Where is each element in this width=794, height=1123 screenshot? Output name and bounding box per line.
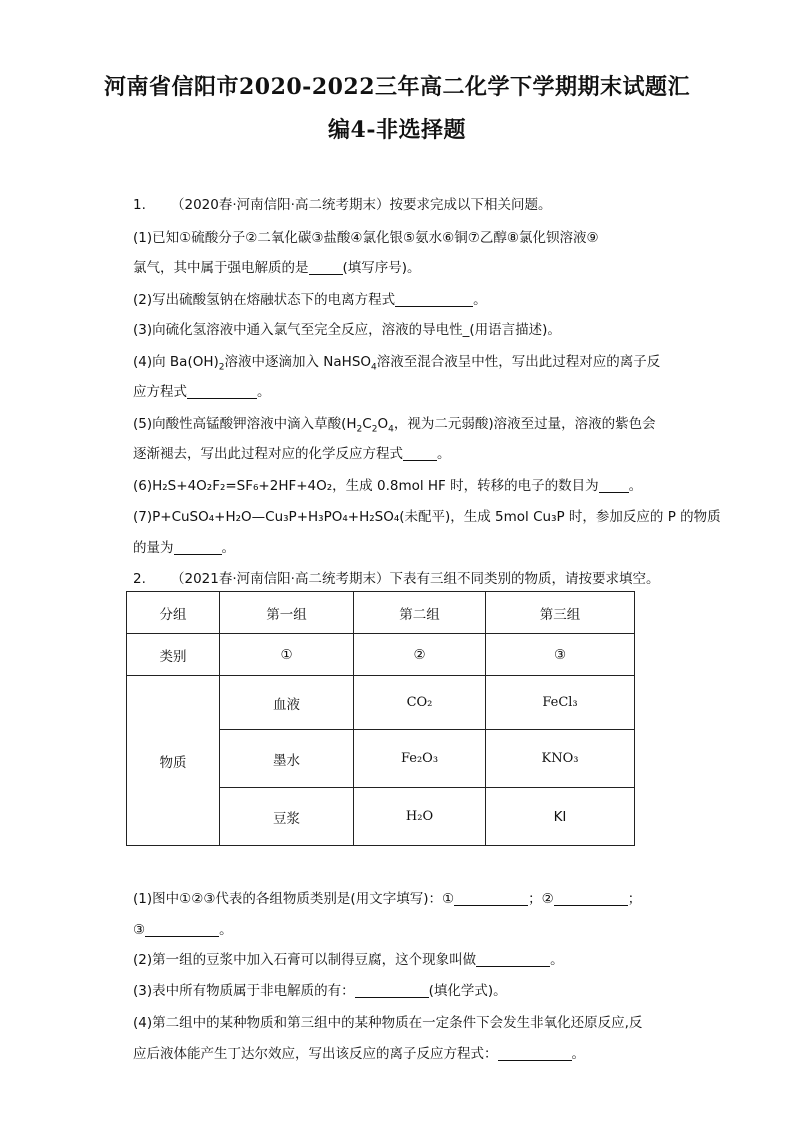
subscript: 2: [356, 424, 363, 435]
question-2-heading: [133, 567, 663, 587]
answer-blank[interactable]: [187, 384, 257, 399]
answer-blank[interactable]: [454, 891, 528, 906]
q1-part7-text: (7)P+CuSO₄+H₂O—Cu₃P+H₃PO₄+H₂SO₄(未配平)，生成 5mol Cu₃P 时，参加反应的 P 的物质: [133, 509, 721, 525]
q1-part2: [133, 288, 663, 308]
q1-part7-line2: [133, 536, 663, 556]
question-number: 1.: [133, 197, 146, 213]
answer-blank[interactable]: [476, 952, 550, 967]
q2-part2-text: (2)第一组的豆浆中加入石膏可以制得豆腐，这个现象叫做: [133, 952, 477, 968]
subscript: 4: [388, 424, 394, 435]
table-cell: 豆浆: [220, 788, 354, 846]
q1-part5-text: (5)向酸性高锰酸钾溶液中滴入草酸(H: [133, 416, 357, 432]
q2-part3-text: (填化学式)。: [428, 983, 507, 999]
q2-part1-text: ③: [133, 922, 146, 938]
q2-part1-text: 。: [219, 922, 233, 938]
q1-part3: [133, 318, 663, 338]
q1-part2-text: 。: [473, 292, 487, 308]
q1-part5-text: 逐渐褪去，写出此过程对应的化学反应方程式: [133, 446, 403, 462]
q2-part4-line1: [133, 1011, 663, 1031]
question-source: （2020春·河南信阳·高二统考期末）按要求完成以下相关问题。: [171, 197, 552, 213]
q1-part4-text: 溶液中逐滴加入 NaHSO: [224, 354, 372, 370]
q2-part1-line2: [133, 918, 663, 938]
q2-part1-text: (1)图中①②③代表的各组物质类别是(用文字填写)：①: [133, 891, 455, 907]
q1-part5-text: 。: [437, 446, 451, 462]
q1-part4-text: 溶液至混合液呈中性，写出此过程对应的离子反: [376, 354, 661, 370]
q1-part1-line1: [133, 226, 663, 246]
subscript: 2: [371, 424, 378, 435]
q1-part4-text: (4)向 Ba(OH): [133, 354, 219, 370]
table-cell: 血液: [220, 676, 354, 730]
q2-part3-text: (3)表中所有物质属于非电解质的有：: [133, 983, 355, 999]
q1-part1-text: (填写序号)。: [342, 260, 421, 276]
table-header-cell: 第二组: [354, 592, 486, 634]
q2-part2-text: 。: [550, 952, 564, 968]
table-row-category: [127, 634, 635, 676]
q1-part6-text: (6)H₂S+4O₂F₂=SF₆+2HF+4O₂，生成 0.8mol HF 时，转移的电子的数目为: [133, 478, 599, 494]
answer-blank[interactable]: [309, 260, 343, 275]
document-title-line-1: 河南省信阳市2020-2022三年高二化学下学期期末试题汇: [103, 74, 691, 100]
q2-part1-line1: [133, 887, 663, 907]
q1-part4-text: 。: [257, 384, 271, 400]
q1-part1-text: 氯气，其中属于强电解质的是: [133, 260, 309, 276]
table-cell: 墨水: [220, 730, 354, 788]
q1-part5-text: C: [362, 416, 372, 432]
subscript: 4: [371, 362, 377, 373]
q1-part1-text: (1)已知①硫酸分子②二氧化碳③盐酸④氯化银⑤氨水⑥铜⑦乙醇⑧氯化钡溶液⑨: [133, 230, 599, 246]
q1-part7-line1: [133, 505, 721, 525]
table-cell: ①: [220, 634, 354, 676]
q2-part4-line2: [133, 1042, 663, 1062]
q1-part6: [133, 474, 663, 494]
table-cell: KNO₃: [486, 730, 635, 788]
document-title-line-2: 编4-非选择题: [328, 117, 466, 143]
q1-part3-text: (3)向硫化氢溶液中通入氯气至完全反应，溶液的导电性_(用语言描述)。: [133, 322, 561, 338]
answer-blank[interactable]: [554, 891, 628, 906]
question-1-heading: [133, 193, 663, 213]
q2-part1-text: ；: [627, 891, 642, 907]
table-cell: Fe₂O₃: [354, 730, 486, 788]
table-header-row: [127, 592, 635, 634]
table-header-cell: 第一组: [220, 592, 354, 634]
answer-blank[interactable]: [355, 983, 429, 998]
q2-part4-text: (4)第二组中的某种物质和第三组中的某种物质在一定条件下会发生非氧化还原反应,反: [133, 1015, 643, 1031]
answer-blank[interactable]: [599, 478, 629, 493]
q1-part4-text: 应方程式: [133, 384, 187, 400]
q1-part5-text: ，视为二元弱酸)溶液至过量，溶液的紫色会: [393, 416, 656, 432]
q1-part5-line1: [133, 412, 663, 435]
q1-part6-text: 。: [628, 478, 643, 494]
q1-part7-text: 的量为: [133, 540, 174, 556]
table-cell: ②: [354, 634, 486, 676]
q2-part3: [133, 979, 663, 999]
answer-blank[interactable]: [145, 922, 219, 937]
table-header-cell: 分组: [127, 592, 220, 634]
table-cell: H₂O: [354, 788, 486, 846]
q2-part4-text: 应后液体能产生丁达尔效应，写出该反应的离子反应方程式：: [133, 1046, 498, 1062]
q1-part4-line2: [133, 380, 663, 400]
substance-table: [126, 591, 635, 846]
q1-part5-text: O: [377, 416, 389, 432]
table-cell: FeCl₃: [486, 676, 635, 730]
answer-blank[interactable]: [395, 292, 473, 307]
table-cell: KI: [486, 788, 635, 846]
answer-blank[interactable]: [498, 1046, 572, 1061]
table-cell: 类别: [127, 634, 220, 676]
answer-blank[interactable]: [403, 446, 437, 461]
q1-part1-line2: [133, 256, 663, 276]
q2-part4-text: 。: [571, 1046, 585, 1062]
q1-part7-text: 。: [221, 540, 235, 556]
q1-part2-text: (2)写出硫酸氢钠在熔融状态下的电离方程式: [133, 292, 396, 308]
table-row: [127, 676, 635, 730]
subscript: 2: [218, 362, 225, 373]
q2-part2: [133, 948, 663, 968]
table-cell: ③: [486, 634, 635, 676]
q1-part4-line1: [133, 350, 663, 373]
q1-part5-line2: [133, 442, 663, 462]
answer-blank[interactable]: [174, 540, 222, 555]
table-header-cell: 第三组: [486, 592, 635, 634]
q2-part1-text: ；②: [528, 891, 554, 907]
table-cell: CO₂: [354, 676, 486, 730]
table-cell-substance-label: 物质: [127, 676, 220, 846]
question-source: （2021春·河南信阳·高二统考期末）下表有三组不同类别的物质，请按要求填空。: [171, 571, 660, 587]
question-number: 2.: [133, 571, 146, 587]
